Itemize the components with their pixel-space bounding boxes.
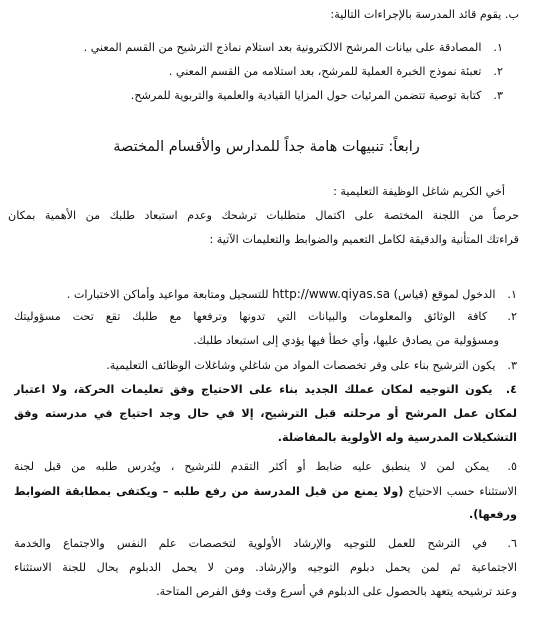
item-continuation: لمكان عمل المرشح أو مرحلته قبل الترشيح، إلا في حال وجد احتياج في مدرسته وفق xyxy=(14,407,517,420)
list-item xyxy=(14,535,517,553)
list-item xyxy=(14,63,503,81)
item-number: ١. xyxy=(493,41,503,54)
section-heading: رابعاً: تنبيهات هامة جداً للمدارس والأقسام المختصة xyxy=(113,139,420,155)
item-text: للتسجيل ومتابعة مواعيد وأماكن الاختبارات . xyxy=(66,288,269,301)
item-continuation: الاجتماعية ثم لمن يحمل دبلوم التوجيه والإرشاد. ومن لا يحمل الدبلوم يحال للجنة الاستثناء xyxy=(14,561,517,574)
paragraph-line: حرصاً من اللجنة المختصة على اكتمال متطلبات ترشحك وعدم استبعاد طلبك من الأهمية بمكان xyxy=(8,209,519,222)
qiyas-link[interactable]: http://www.qiyas.sa xyxy=(272,287,391,301)
item-text: يكون التوجيه لمكان عملك الجديد بناء على الاحتياج وفق تعليمات الحركة، ولا اعتبار xyxy=(14,383,493,396)
item-text: يكون الترشيح بناء على وفر تخصصات المواد من شاغلي وشاغلات الوظائف التعليمية. xyxy=(106,359,496,372)
item-number: ٤. xyxy=(505,383,517,396)
list-item xyxy=(14,39,503,57)
list-item xyxy=(14,285,517,304)
item-continuation: ورفعها). xyxy=(469,508,517,521)
salutation: أخي الكريم شاغل الوظيفة التعليمية : xyxy=(333,185,505,198)
item-text: كافة الوثائق والمعلومات والبيانات التي تدونها وترفعها مع طلبك تقع تحت مسؤوليتك xyxy=(14,310,488,323)
item-number: ٥. xyxy=(507,460,517,473)
item-text: الدخول لموقع (قياس) xyxy=(393,288,496,301)
item-text: الاستثناء حسب الاحتياج xyxy=(408,485,517,498)
item-number: ٣. xyxy=(493,89,503,102)
section-b-intro: ب. يقوم قائد المدرسة بالإجراءات التالية: xyxy=(330,8,519,21)
item-text: المصادقة على بيانات المرشح الالكترونية بعد استلام نماذج الترشيح من القسم المعني . xyxy=(83,41,482,54)
item-number: ٣. xyxy=(507,359,517,372)
item-number: ٦. xyxy=(507,537,517,550)
paragraph-line: قراءتك المتأنية والدقيقة لكامل التعميم والضوابط والتعليمات الآتية : xyxy=(209,233,519,246)
item-number: ١. xyxy=(507,288,517,301)
list-item xyxy=(14,458,517,476)
item-text: كتابة توصية تتضمن المرئيات حول المزايا القيادية والعلمية والتربوية للمرشح. xyxy=(130,89,482,102)
item-text: يمكن لمن لا ينطبق عليه ضابط أو أكثر التقدم للترشيح ، ويُدرس طلبه من قبل لجنة xyxy=(14,460,490,473)
item-text: في الترشح للعمل للتوجيه والإرشاد الأولوية لتخصصات علم النفس والاجتماع والخدمة xyxy=(14,537,487,550)
item-continuation: ومسؤولية من يصادق عليها، وأي خطأ فيها يؤدي إلى استبعاد طلبك. xyxy=(193,334,499,347)
item-text: تعبئة نموذج الخبرة العملية للمرشح، بعد استلامه من القسم المعني . xyxy=(168,65,482,78)
list-item xyxy=(14,381,517,399)
item-number: ٢. xyxy=(493,65,503,78)
list-item xyxy=(14,308,517,326)
list-item xyxy=(14,87,503,105)
item-number: ٢. xyxy=(507,310,517,323)
item-text-bold: (ولا يمنع من قبل المدرسة من رفع طلبه – ويكتفى بمطابقة الضوابط xyxy=(14,485,404,498)
item-continuation: وعند ترشيحه يتعهد بالحصول على الدبلوم في أسرع وقت وفق الفرص المتاحة. xyxy=(156,585,517,598)
list-item xyxy=(14,357,517,375)
item-continuation: التشكيلات المدرسية وله الأولوية بالمفاضلة. xyxy=(277,431,517,444)
item-continuation xyxy=(14,483,517,501)
